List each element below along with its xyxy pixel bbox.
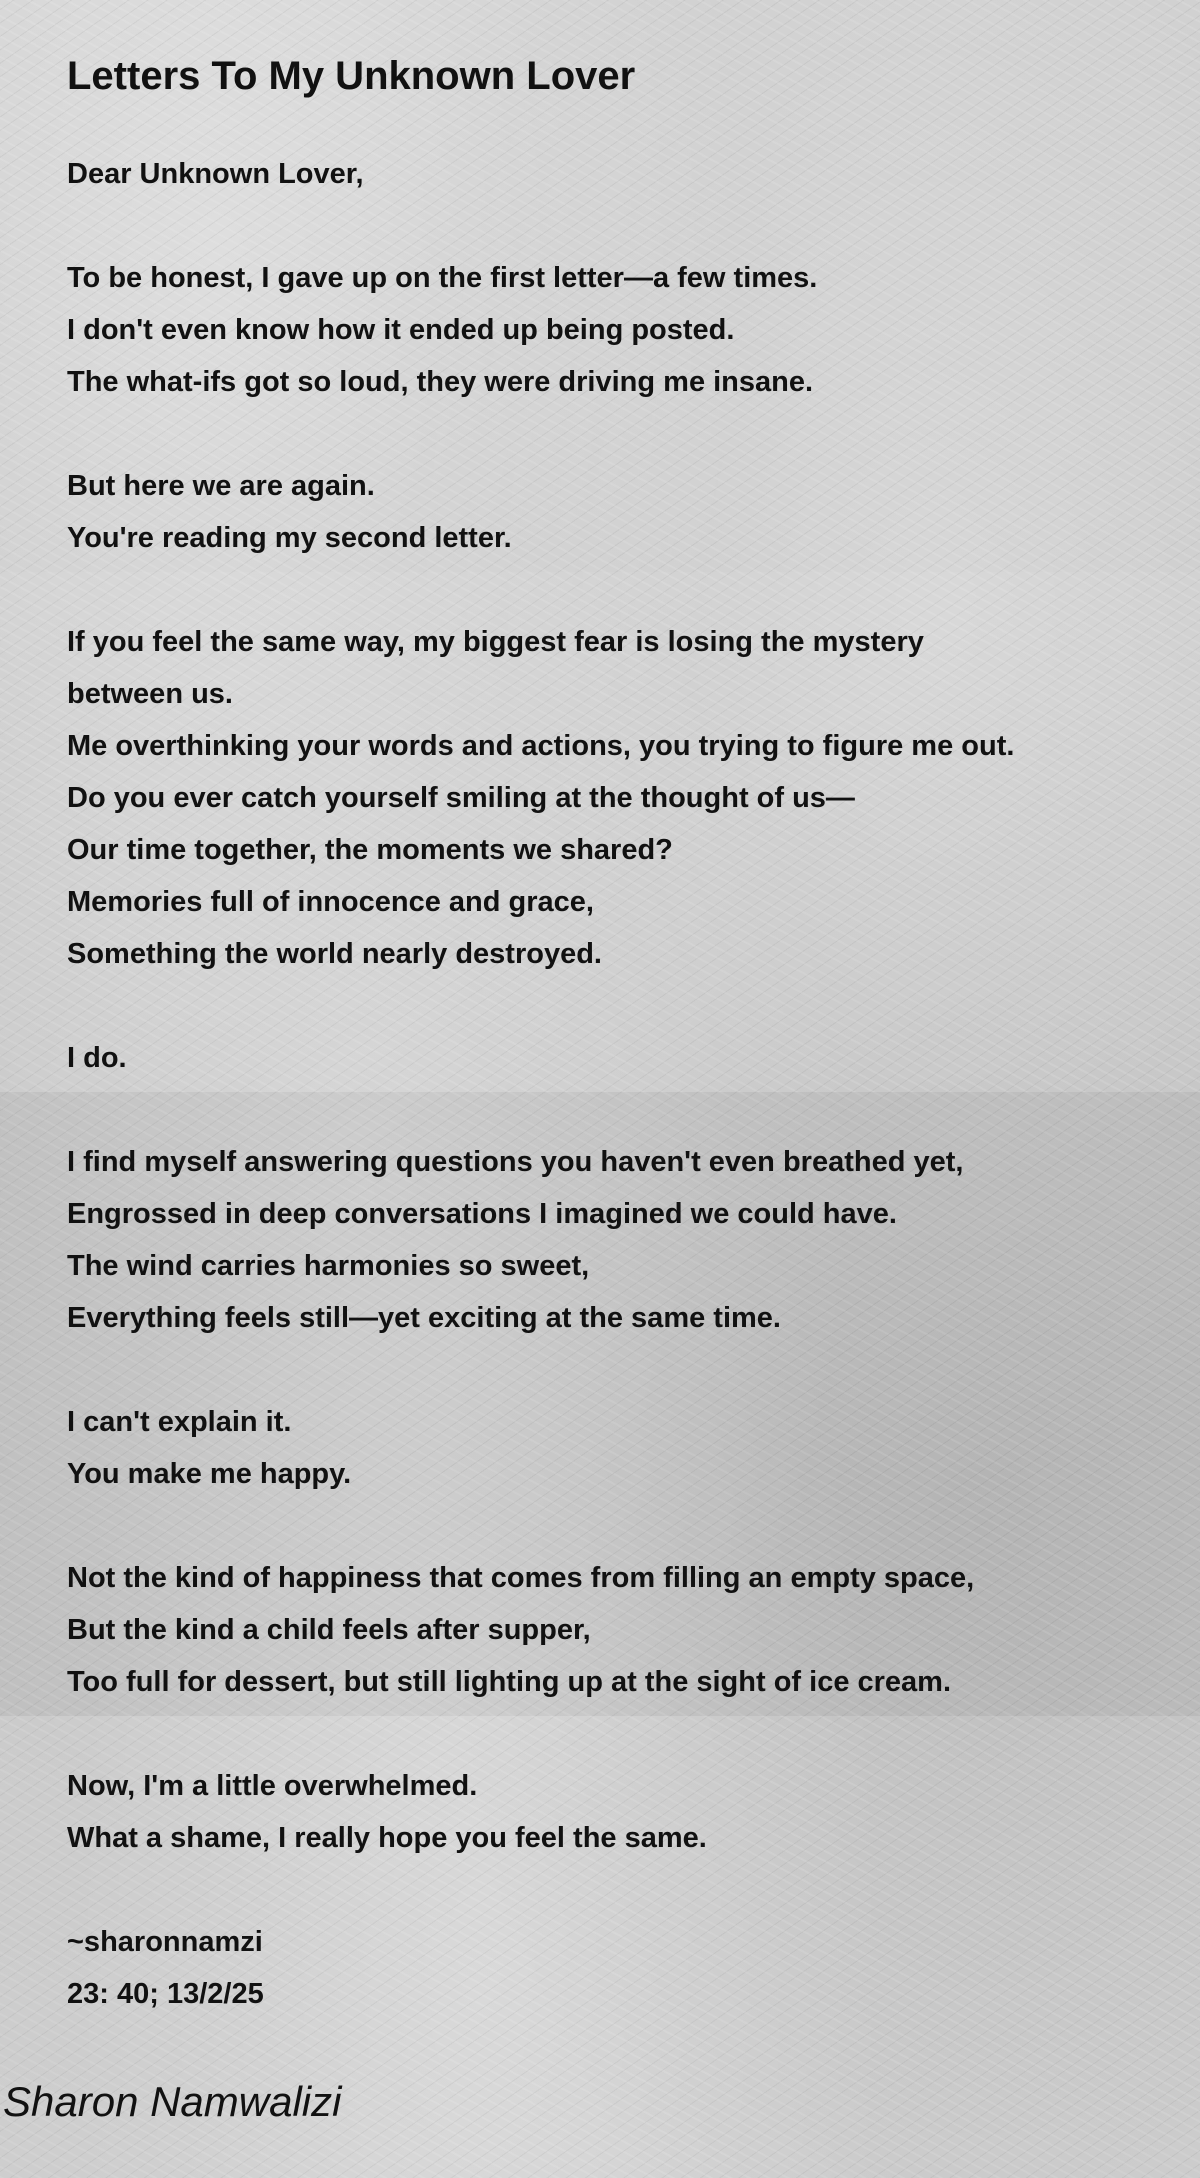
poem-line: You make me happy. xyxy=(67,1458,352,1490)
stanza-break xyxy=(67,1708,1167,1760)
poem-line: I do. xyxy=(67,1042,127,1074)
stanza-break xyxy=(67,1084,1167,1136)
poem-line: Too full for dessert, but still lighting up at the sight of ice cream. xyxy=(67,1666,952,1698)
poem-line: 23: 40; 13/2/25 xyxy=(67,1978,264,2010)
stanza-break xyxy=(67,408,1167,460)
poem-line: But here we are again. xyxy=(67,470,375,502)
poem-line: But the kind a child feels after supper, xyxy=(67,1614,591,1646)
poem-line: Something the world nearly destroyed. xyxy=(67,938,602,970)
poem-line: The wind carries harmonies so sweet, xyxy=(67,1250,590,1282)
poem-line: ~sharonnamzi xyxy=(67,1926,263,1958)
poem-line: Dear Unknown Lover, xyxy=(67,158,364,190)
poem-line: I find myself answering questions you haven't even breathed yet, xyxy=(67,1146,964,1178)
poem-line: Our time together, the moments we shared? xyxy=(67,834,673,866)
poem-line: Engrossed in deep conversations I imagined we could have. xyxy=(67,1198,897,1230)
stanza-break xyxy=(67,200,1167,252)
poem-line: I can't explain it. xyxy=(67,1406,292,1438)
poem-line: Do you ever catch yourself smiling at the thought of us— xyxy=(67,782,855,814)
poem-line: The what-ifs got so loud, they were driving me insane. xyxy=(67,366,814,398)
poem-line: Now, I'm a little overwhelmed. xyxy=(67,1770,478,1802)
stanza-break xyxy=(67,980,1167,1032)
poem-line: Everything feels still—yet exciting at the same time. xyxy=(67,1302,781,1334)
poem-body xyxy=(67,148,1167,2020)
poem-line: To be honest, I gave up on the first letter—a few times. xyxy=(67,262,818,294)
stanza-break xyxy=(67,564,1167,616)
poem-line: I don't even know how it ended up being posted. xyxy=(67,314,735,346)
stanza-break xyxy=(67,1344,1167,1396)
poem-line: between us. xyxy=(67,678,233,710)
poem-line: Me overthinking your words and actions, you trying to figure me out. xyxy=(67,730,1015,762)
poem-line: Memories full of innocence and grace, xyxy=(67,886,594,918)
poem-title: Letters To My Unknown Lover xyxy=(67,54,636,98)
stanza-break xyxy=(67,1864,1167,1916)
author-signature: Sharon Namwalizi xyxy=(3,2078,342,2125)
poem-line: You're reading my second letter. xyxy=(67,522,512,554)
poem-line: Not the kind of happiness that comes from filling an empty space, xyxy=(67,1562,975,1594)
poem-line: What a shame, I really hope you feel the same. xyxy=(67,1822,707,1854)
poem-line: If you feel the same way, my biggest fear is losing the mystery xyxy=(67,626,924,658)
stanza-break xyxy=(67,1500,1167,1552)
